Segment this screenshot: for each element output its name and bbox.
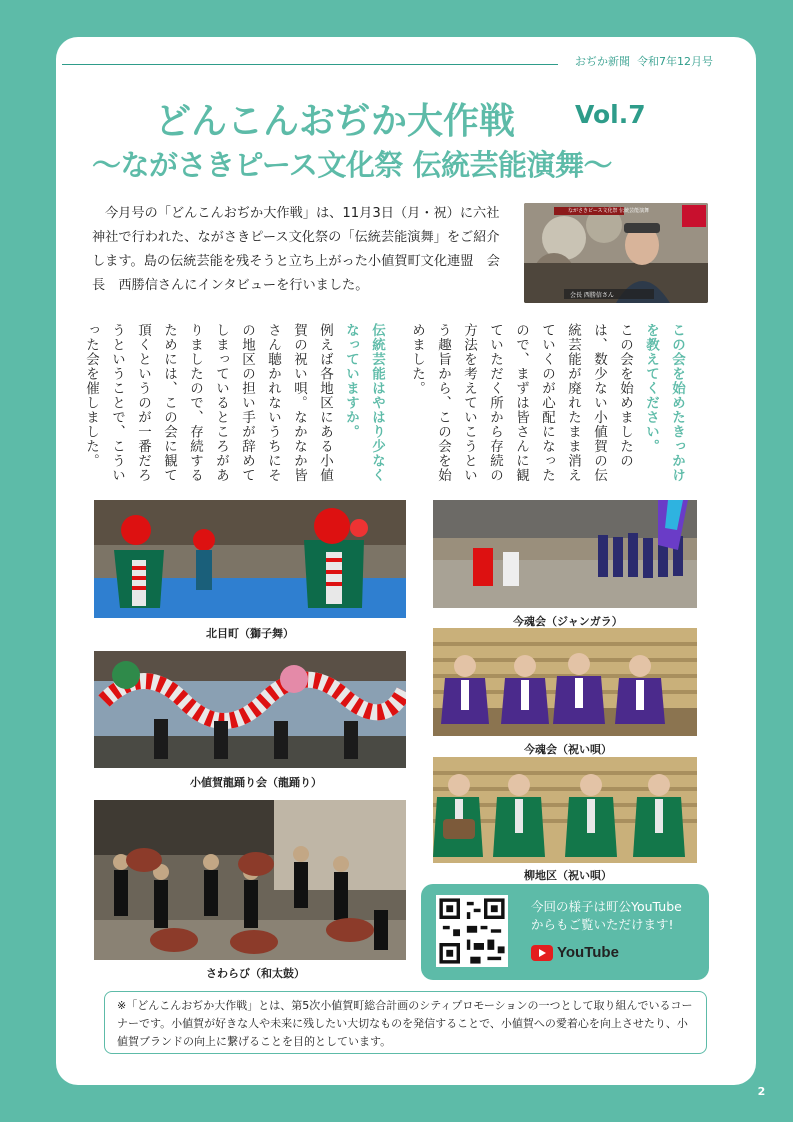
caption-iwaiuta-imakon: 今魂会（祝い唄） (524, 743, 612, 756)
answer-2: 例えば各地区にある小値賀の祝い唄。なかなか皆さん聴かれないうちにその地区の担い手が辞めてしまっているところがありましたので、存続するためには、この会に観て頂くというのが一番だろうということで、こういった会を催しました。 (83, 323, 333, 483)
caption-jaodori: 小値賀龍踊り会（龍踊り） (190, 776, 322, 789)
photo-wadaiko (94, 800, 406, 960)
footnote-box: ※「どんこんおぢか大作戦」とは、第5次小値賀町総合計画のシティプロモーションの一つとして取り組んでいるコーナーです。小値賀が好きな人や未来に残したい大切なものを発信することで、小値賀への愛着心を向上させたり、小値賀ブランドの向上に繋げることを目的としています。 (104, 991, 707, 1054)
question-1: この会を始めたきっかけを教えてください。 (643, 323, 685, 483)
caption-shishimai: 北目町（獅子舞） (206, 627, 294, 640)
youtube-message (531, 898, 682, 934)
page-subtitle: ～ながさきピース文化祭 伝統芸能演舞～ (92, 148, 612, 182)
interview-caption-top: ながさきピース文化祭 伝統芸能演舞 (568, 208, 650, 214)
intro-paragraph: 今月号の「どんこんおぢか大作戦」は、11月3日（月・祝）に六社神社で行われた、ながさきピース文化祭の「伝統芸能演舞」をご紹介します。島の伝統芸能を残そうと立ち上がった小値賀町文化連盟 会長 西勝信さんにインタビューを行いました。 (92, 206, 500, 293)
photo-jaodori (94, 651, 406, 768)
interview-block-2 (83, 323, 390, 493)
interview-caption-name: 会長 西勝信さん (570, 292, 614, 299)
interview-photo (524, 203, 708, 303)
qr-code-icon[interactable] (436, 895, 508, 967)
youtube-wordmark: YouTube (557, 944, 619, 961)
header-issue (575, 53, 713, 69)
interview-block-1 (409, 323, 690, 493)
youtube-logo[interactable] (531, 944, 619, 961)
publication-name: おぢか新聞 (575, 55, 630, 68)
youtube-play-icon (531, 945, 553, 961)
caption-iwaiuta-yanagi: 柳地区（祝い唄） (524, 869, 612, 882)
question-2: 伝統芸能はやはり少なくなっていますか。 (343, 323, 385, 483)
answer-1: この会を始めましたのは、数少ない小値賀の伝統芸能が廃れたまま消えていくのが心配になったので、まずは皆さんに観ていただく所から存続の方法を考えていこうという趣旨から、この会を始めました。 (409, 323, 633, 483)
youtube-line-2: からもご覧いただけます! (531, 917, 674, 932)
issue-date: 令和7年12月号 (637, 55, 713, 68)
photo-iwaiuta-yanagi (433, 757, 697, 863)
volume-label: Vol.7 (575, 100, 646, 129)
page-number: 2 (753, 1083, 770, 1100)
photo-shishimai (94, 500, 406, 618)
header-rule (62, 64, 558, 65)
caption-jangara: 今魂会（ジャンガラ） (513, 615, 623, 628)
photo-iwaiuta-imakon (433, 628, 697, 736)
page-title: どんこんおぢか大作戦 (155, 101, 516, 142)
youtube-line-1: 今回の様子は町公YouTube (531, 899, 682, 914)
photo-jangara (433, 500, 697, 608)
caption-wadaiko: さわらび（和太鼓） (206, 967, 305, 980)
